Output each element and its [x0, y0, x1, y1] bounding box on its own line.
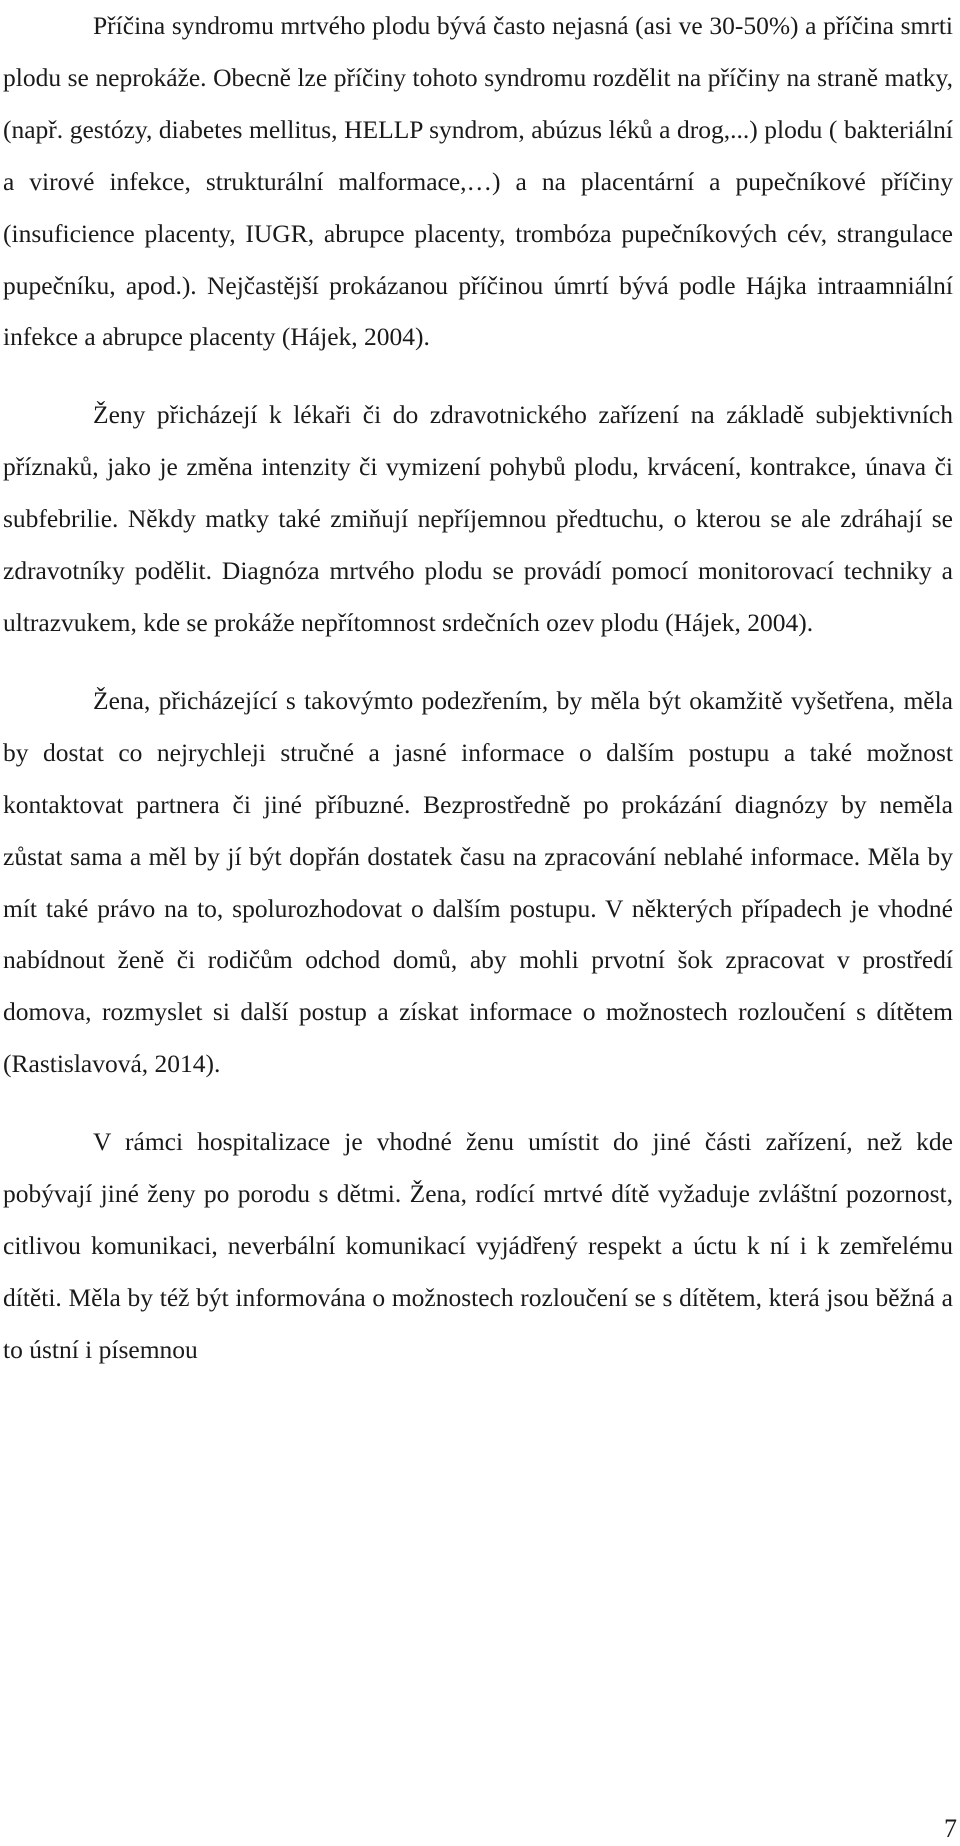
- page-number: 7: [944, 1814, 957, 1843]
- document-body: [3, 0, 953, 1376]
- paragraph-stillbirth-causes: Příčina syndromu mrtvého plodu bývá často nejasná (asi ve 30-50%) a příčina smrti plodu se neprokáže. Obecně lze příčiny tohoto syndromu rozdělit na příčiny na straně matky, (např. gestózy, diabetes mellitus, HELLP syndrom, abúzus léků a drog,...) plodu ( bakteriální a virové infekce, strukturální malformace,…) a na placentární a pupečníkové příčiny (insuficience placenty, IUGR, abrupce placenty, trombóza pupečníkových cév, strangulace pupečníku, apod.). Nejčastější prokázanou příčinou úmrtí bývá podle Hájka intraamniální infekce a abrupce placenty (Hájek, 2004).: [3, 11, 953, 352]
- paragraph-symptoms-diagnosis: Ženy přicházejí k lékaři či do zdravotnického zařízení na základě subjektivních příznaků, jako je změna intenzity či vymizení pohybů plodu, krvácení, kontrakce, únava či subfebrilie. Někdy matky také zmiňují nepříjemnou předtuchu, o kterou se ale zdráhají se zdravotníky podělit. Diagnóza mrtvého plodu se provádí pomocí monitorovací techniky a ultrazvukem, kde se prokáže nepřítomnost srdečních ozev plodu (Hájek, 2004).: [3, 400, 953, 637]
- paragraph-care-after-diagnosis: Žena, přicházející s takovýmto podezřením, by měla být okamžitě vyšetřena, měla by dostat co nejrychleji stručné a jasné informace o dalším postupu a také možnost kontaktovat partnera či jiné příbuzné. Bezprostředně po prokázání diagnózy by neměla zůstat sama a měl by jí být dopřán dostatek času na zpracování neblahé informace. Měla by mít také právo na to, spolurozhodovat o dalším postupu. V některých případech je vhodné nabídnout ženě či rodičům odchod domů, aby mohli prvotní šok zpracovat v prostředí domova, rozmyslet si další postup a získat informace o možnostech rozloučení s dítětem (Rastislavová, 2014).: [3, 685, 953, 1079]
- paragraph-hospitalization: V rámci hospitalizace je vhodné ženu umístit do jiné části zařízení, než kde pobývají jiné ženy po porodu s dětmi. Žena, rodící mrtvé dítě vyžaduje zvláštní pozornost, citlivou komunikaci, neverbální komunikací vyjádřený respekt a úctu k ní i k zemřelému dítěti. Měla by též být informována o možnostech rozloučení se s dítětem, která jsou běžná a to ústní i písemnou: [3, 1127, 953, 1364]
